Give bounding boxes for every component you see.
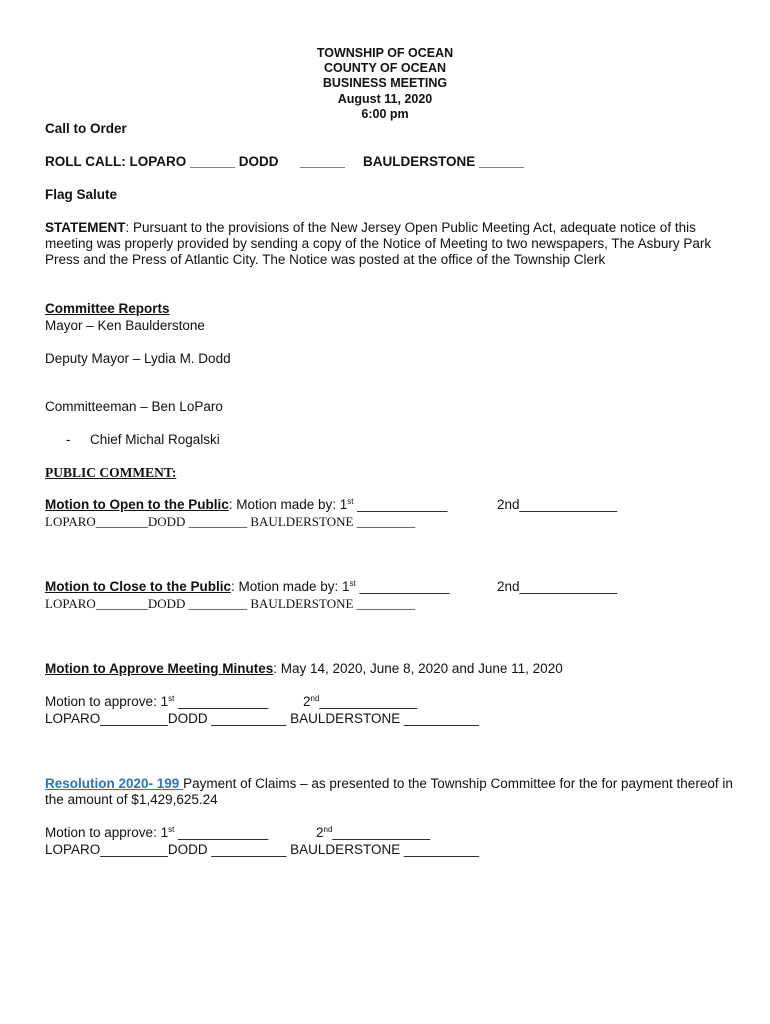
call-to-order: Call to Order: [45, 121, 127, 136]
resolution-paragraph: [45, 776, 735, 808]
resolution-votes: LOPARO_________DODD __________ BAULDERSTONE __________: [45, 842, 480, 857]
statement-paragraph: [45, 220, 735, 268]
roll-call-dodd-blank: ______: [300, 154, 346, 169]
resolution-blank1: ____________: [174, 825, 269, 840]
statement-label: STATEMENT: [45, 220, 126, 235]
motion-minutes-dates: : May 14, 2020, June 8, 2020 and June 11, 2020: [273, 661, 563, 676]
motion-open-sup: st: [347, 497, 354, 506]
resolution-text: Payment of Claims – as presented to the Township Committee for the for payment thereof in the amount of $1,429,625.24: [45, 776, 733, 807]
committee-reports-heading: Committee Reports: [45, 301, 170, 316]
motion-open-second: 2nd_____________: [497, 497, 618, 512]
motion-minutes-line: [45, 661, 563, 676]
header-county: COUNTY OF OCEAN: [324, 61, 446, 75]
motion-minutes-sup1: st: [168, 694, 175, 703]
resolution-second: [316, 825, 430, 840]
statement-text: : Pursuant to the provisions of the New Jersey Open Public Meeting Act, adequate notice of this meeting was properly provided by sending a copy of the Notice of Meeting to two newspapers, The Asbury Park Press and the Press of Atlantic City. The Notice was posted at the office of the Township Clerk: [45, 220, 712, 267]
motion-close-votes: LOPARO________DODD _________ BAULDERSTONE _________: [45, 596, 416, 611]
resolution-blank2: _____________: [332, 825, 431, 840]
resolution-approve: [45, 825, 268, 840]
report-deputy-mayor: Deputy Mayor – Lydia M. Dodd: [45, 351, 231, 366]
roll-call-baulderstone: BAULDERSTONE ______: [363, 154, 525, 169]
resolution-sup1: st: [168, 825, 175, 834]
resolution-second-label: 2: [316, 825, 324, 840]
motion-close-title: Motion to Close to the Public: [45, 579, 231, 594]
motion-minutes-approve-label: Motion to approve: 1: [45, 694, 169, 709]
motion-close-second: 2nd_____________: [497, 579, 618, 594]
motion-close-blank: ____________: [355, 579, 450, 594]
resolution-approve-label: Motion to approve: 1: [45, 825, 169, 840]
list-dash: -: [66, 432, 71, 447]
header-date: August 11, 2020: [337, 92, 433, 106]
motion-open-blank: ____________: [353, 497, 448, 512]
motion-open-line: [45, 497, 447, 512]
flag-salute: Flag Salute: [45, 187, 118, 202]
motion-close-sup: st: [349, 579, 356, 588]
resolution-sup2: nd: [323, 825, 333, 834]
report-committeeman: Committeeman – Ben LoParo: [45, 399, 223, 414]
header-meeting-type: BUSINESS MEETING: [322, 76, 448, 90]
motion-close-line: [45, 579, 450, 594]
motion-close-made-by: : Motion made by: 1: [231, 579, 350, 594]
public-comment-heading: PUBLIC COMMENT:: [45, 465, 177, 480]
roll-call-label: ROLL CALL: LOPARO ______ DODD: [45, 154, 279, 169]
motion-minutes-approve: [45, 694, 268, 709]
motion-open-votes: LOPARO________DODD _________ BAULDERSTONE _________: [45, 514, 416, 529]
header-time: 6:00 pm: [361, 107, 409, 121]
motion-minutes-votes: LOPARO_________DODD __________ BAULDERSTONE __________: [45, 711, 480, 726]
report-chief: Chief Michal Rogalski: [90, 432, 220, 447]
motion-open-made-by: : Motion made by: 1: [228, 497, 348, 512]
motion-minutes-blank2: _____________: [319, 694, 418, 709]
motion-open-title: Motion to Open to the Public: [45, 497, 229, 512]
motion-minutes-title: Motion to Approve Meeting Minutes: [45, 661, 274, 676]
motion-minutes-blank1: ____________: [174, 694, 269, 709]
report-mayor: Mayor – Ken Baulderstone: [45, 318, 205, 333]
resolution-link[interactable]: Resolution 2020- 199: [45, 776, 184, 791]
motion-minutes-sup2: nd: [310, 694, 320, 703]
motion-minutes-second: [303, 694, 417, 709]
motion-minutes-second-label: 2: [303, 694, 311, 709]
header-township: TOWNSHIP OF OCEAN: [316, 46, 454, 60]
